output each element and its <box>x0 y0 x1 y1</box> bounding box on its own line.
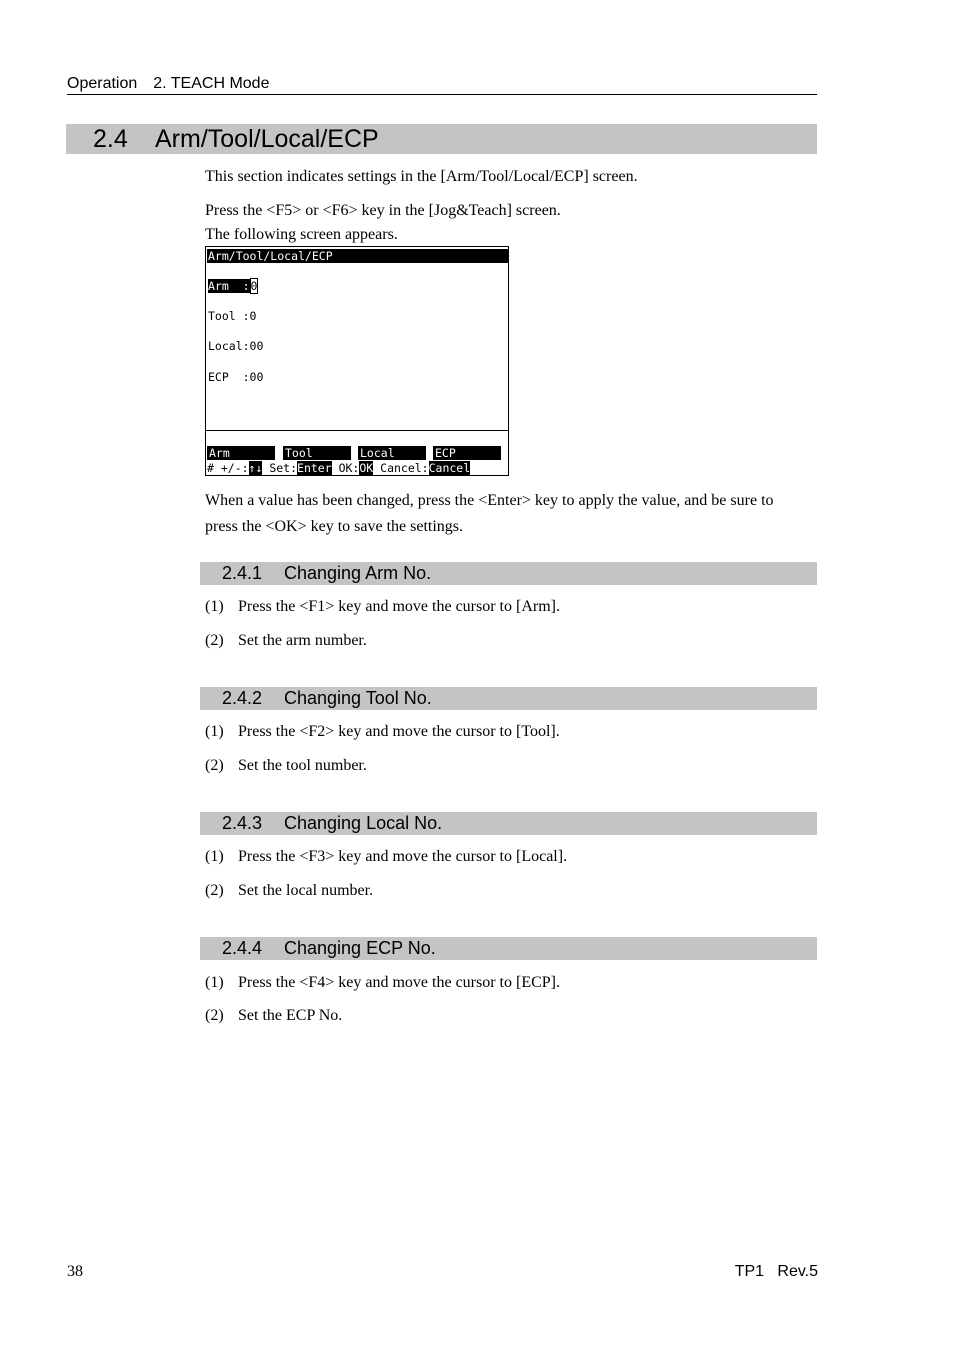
note-line-1: When a value has been changed, press the <Enter> key to apply the value, and be sure to <box>205 492 774 509</box>
screen-divider <box>206 430 508 431</box>
screen-title: Arm/Tool/Local/ECP <box>207 249 509 263</box>
section-number: 2.4 <box>93 125 128 153</box>
help-cancel-key: Cancel <box>428 461 471 475</box>
step-item: (2) Set the arm number. <box>205 632 367 649</box>
subsection-heading-arm <box>200 562 817 585</box>
step-item: (1) Press the <F1> key and move the cursor to [Arm]. <box>205 598 560 615</box>
instruction-line-2: The following screen appears. <box>205 226 398 243</box>
step-item: (1) Press the <F2> key and move the cursor to [Tool]. <box>205 723 560 740</box>
fkey-ecp[interactable]: ECP <box>433 446 501 460</box>
arrow-keys-icon: ↑↓ <box>248 461 263 475</box>
subsection-number: 2.4.3 <box>222 813 263 833</box>
arm-label: Arm : <box>208 279 250 293</box>
screen-row-arm <box>208 279 258 293</box>
fkey-arm[interactable]: Arm <box>207 446 275 460</box>
subsection-title: Changing Local No. <box>284 813 443 833</box>
instruction-line-1: Press the <F5> or <F6> key in the [Jog&Teach] screen. <box>205 202 561 219</box>
pendant-screen <box>205 246 509 476</box>
arm-value: 0 <box>250 279 258 293</box>
help-ok-label: OK: <box>331 461 360 475</box>
section-heading <box>66 124 817 154</box>
step-item: (1) Press the <F3> key and move the cursor to [Local]. <box>205 848 568 865</box>
help-set-label: Set: <box>262 461 298 475</box>
subsection-heading-ecp <box>200 937 817 960</box>
ecp-value: 00 <box>249 370 264 384</box>
subsection-title: Changing Tool No. <box>284 688 432 708</box>
subsection-title: Changing Arm No. <box>284 563 432 583</box>
step-item: (2) Set the local number. <box>205 882 374 899</box>
ecp-label: ECP : <box>208 370 250 384</box>
step-item: (2) Set the tool number. <box>205 757 367 774</box>
section-title: Arm/Tool/Local/ECP <box>155 125 379 153</box>
running-header <box>67 75 817 95</box>
subsection-heading-local <box>200 812 817 835</box>
fkey-local[interactable]: Local <box>358 446 426 460</box>
subsection-title: Changing ECP No. <box>284 938 436 958</box>
screen-row-local <box>208 339 263 353</box>
screen-row-ecp <box>208 370 263 384</box>
screen-row-tool <box>208 309 256 323</box>
step-item: (1) Press the <F4> key and move the cursor to [ECP]. <box>205 974 560 991</box>
local-value: 00 <box>249 339 264 353</box>
page-number: 38 <box>67 1263 83 1280</box>
help-enter-key: Enter <box>297 461 332 475</box>
subsection-number: 2.4.2 <box>222 688 263 708</box>
help-cancel-label: Cancel: <box>373 461 429 475</box>
screen-help-line <box>207 461 470 475</box>
local-label: Local: <box>208 339 250 353</box>
intro-paragraph: This section indicates settings in the [Arm/Tool/Local/ECP] screen. <box>205 168 638 185</box>
note-line-2: press the <OK> key to save the settings. <box>205 518 463 535</box>
document-revision: TP1 Rev.5 <box>734 1263 818 1280</box>
tool-value: 0 <box>249 309 257 323</box>
fkey-tool[interactable]: Tool <box>283 446 351 460</box>
help-increment: # +/-: <box>207 461 249 475</box>
tool-label: Tool : <box>208 309 250 323</box>
subsection-number: 2.4.4 <box>222 938 263 958</box>
header-chapter: 2. TEACH Mode <box>153 75 270 92</box>
header-part: Operation <box>67 75 138 92</box>
step-item: (2) Set the ECP No. <box>205 1007 343 1024</box>
subsection-number: 2.4.1 <box>222 563 263 583</box>
subsection-heading-tool <box>200 687 817 710</box>
help-ok-key: OK <box>359 461 374 475</box>
